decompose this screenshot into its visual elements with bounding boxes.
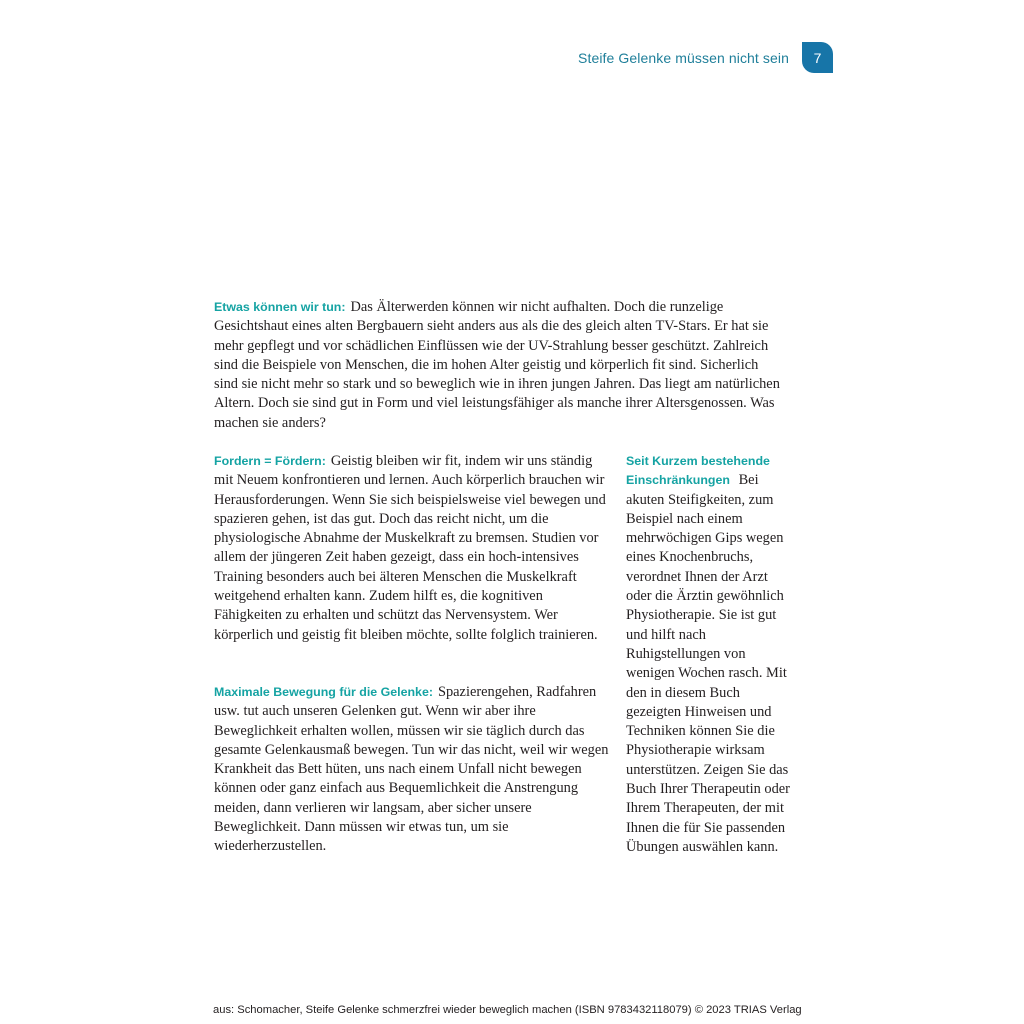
page-number-badge: 7 bbox=[802, 42, 833, 73]
sidebar-heading: Seit Kurzem bestehende Einschränkungen bbox=[626, 454, 770, 488]
sidebar-box-seit-kurzem bbox=[626, 452, 792, 857]
paragraph-fordern-foerdern bbox=[214, 452, 609, 645]
sidebar-text: Bei akuten Steifigkeiten, zum Beispiel nach einem mehrwöchigen Gips wegen eines Knochenbruchs, verordnet Ihnen der Arzt oder die Ärztin gewöhnlich Physiotherapie. Sie ist gut und hilft nach Ruhigstellungen von wenigen Wochen rasch. Mit den in diesem Buch gezeigten Hinweisen und Techniken können Sie die Physiotherapie wirksam unterstützen. Zeigen Sie das Buch Ihrer Therapeutin oder Ihrem Therapeuten, der mit Ihnen die für Sie passenden Übungen auswählen kann. bbox=[626, 472, 790, 855]
paragraph-heading: Etwas können wir tun: bbox=[214, 300, 346, 314]
paragraph-heading: Maximale Bewegung für die Gelenke: bbox=[214, 685, 433, 699]
paragraph-text: Spazierengehen, Radfahren usw. tut auch unseren Gelenken gut. Wenn wir aber ihre Beweglichkeit erhalten wollen, müssen wir sie täglich durch das gesamte Gelenkausmaß bewegen. Tun wir das nicht, weil wir wegen Krankheit das Bett hüten, uns nach einem Unfall nicht bewegen können oder ganz einfach aus Bequemlichkeit die Anstrengung meiden, dann verlieren wir langsam, aber sicher unsere Beweglichkeit. Dann müssen wir etwas tun, um sie wiederherzustellen. bbox=[214, 684, 609, 855]
paragraph-maximale-bewegung bbox=[214, 683, 609, 857]
paragraph-text: Geistig bleiben wir fit, indem wir uns ständig mit Neuem konfrontieren und lernen. Auch körperlich brauchen wir Herausforderungen. Wenn Sie sich beispielsweise viel bewegen und spazieren gehen, ist das gut. Doch das reicht nicht, um die physiologische Abnahme der Muskelkraft zu bremsen. Studien vor allem der jüngeren Zeit haben gezeigt, dass ein hoch-intensives Training besonders auch bei älteren Menschen die Muskelkraft weitgehend erhalten kann. Zudem hilft es, die kognitiven Fähigkeiten zu erhalten und schützt das Nervensystem. Wer körperlich und geistig fit bleiben möchte, sollte folglich trainieren. bbox=[214, 453, 606, 643]
footer-citation: aus: Schomacher, Steife Gelenke schmerzfrei wieder beweglich machen (ISBN 9783432118079) © 2023 TRIAS Verlag bbox=[213, 1004, 802, 1016]
paragraph-etwas-koennen-wir-tun bbox=[214, 298, 784, 433]
paragraph-heading: Fordern = Fördern: bbox=[214, 454, 326, 468]
paragraph-text: Das Älterwerden können wir nicht aufhalten. Doch die runzelige Gesichtshaut eines alten Bergbauern sieht anders aus als die des gleich alten TV-Stars. Er hat sie mehr gepflegt und vor schädlichen Einflüssen wie der UV-Strahlung besser geschützt. Zahlreich sind die Beispiele von Menschen, die im hohen Alter geistig und körperlich fit sind. Sicherlich sind sie nicht mehr so stark und so beweglich wie in ihren jungen Jahren. Das liegt am natürlichen Altern. Doch sie sind gut in Form und viel leistungsfähiger als manche ihrer Altersgenossen. Was machen sie anders? bbox=[214, 299, 780, 431]
running-head-title: Steife Gelenke müssen nicht sein bbox=[578, 50, 789, 66]
